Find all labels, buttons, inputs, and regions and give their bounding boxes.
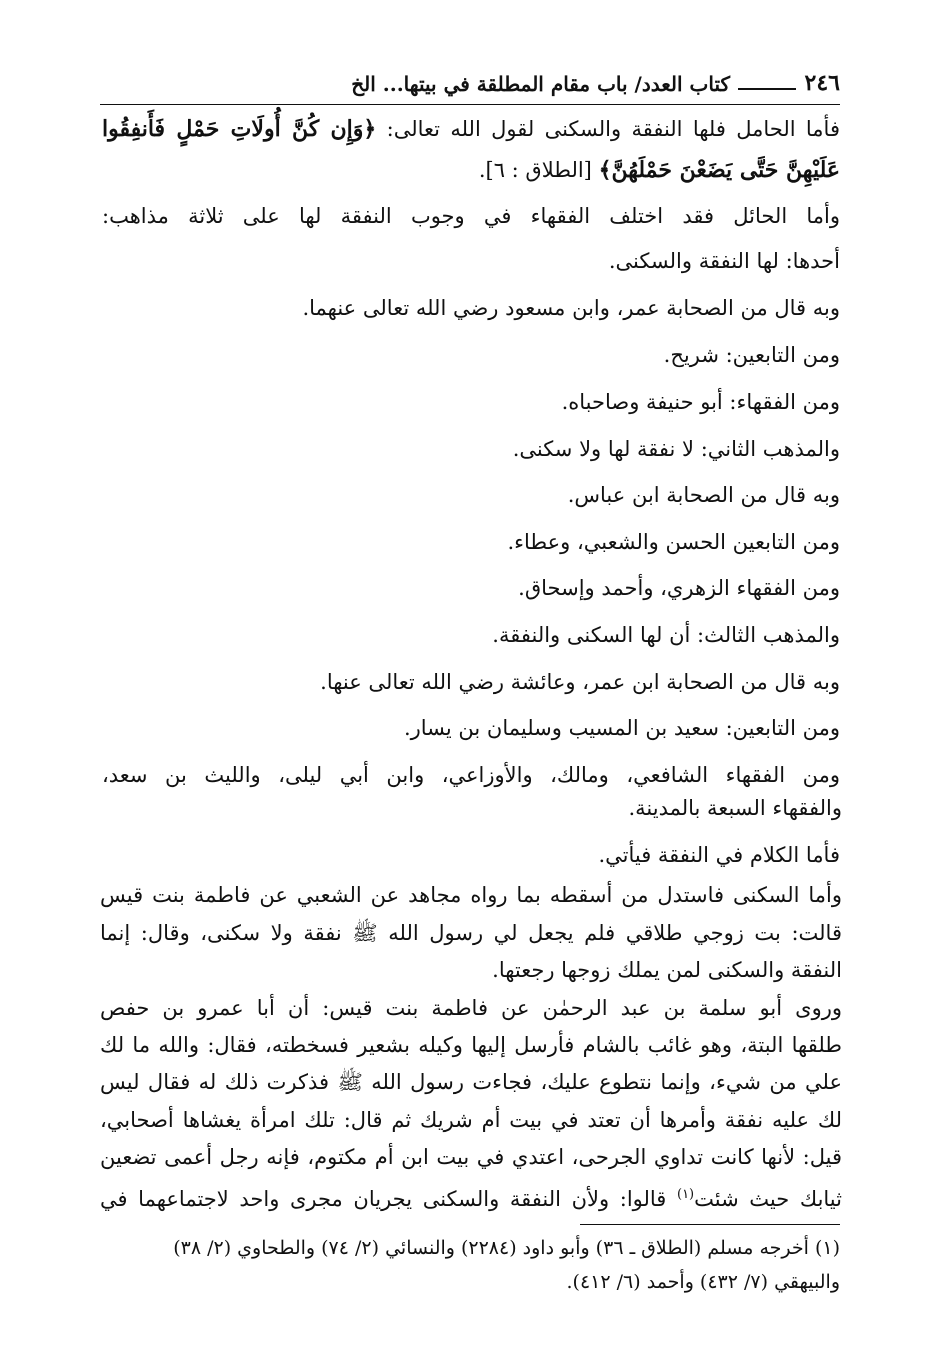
paragraph-line: ومن التابعين: شريح. bbox=[663, 343, 840, 367]
running-title: كتاب العدد/ باب مقام المطلقة في بيتها... الخ bbox=[351, 72, 730, 96]
header-dash-rule bbox=[738, 88, 796, 90]
footnote-line: والبيهقي (٧/ ٤٣٢) وأحمد (٦/ ٤١٢). bbox=[566, 1271, 840, 1293]
footnote-marker: (١) bbox=[676, 1187, 695, 1202]
paragraph-line: ومن الفقهاء الشافعي، ومالك، والأوزاعي، وابن أبي ليلى، والليث بن سعد، bbox=[102, 763, 840, 787]
paragraph-line: لك عليه نفقة وأمرها أن تعتد في بيت أم شريك ثم قال: تلك امرأة يغشاها أصحابي، bbox=[100, 1108, 842, 1132]
paragraph-line: والمذهب الثاني: لا نفقة لها ولا سكنى. bbox=[512, 437, 840, 461]
paragraph-line: وأما السكنى فاستدل من أسقطه بما رواه مجاهد عن الشعبي عن فاطمة بنت قيس bbox=[100, 883, 842, 907]
paragraph-line: والفقهاء السبعة بالمدينة. bbox=[628, 796, 842, 820]
paragraph-line: ومن الفقهاء: أبو حنيفة وصاحباه. bbox=[561, 390, 840, 414]
paragraph-line: وبه قال من الصحابة عمر، وابن مسعود رضي الله تعالى عنهما. bbox=[302, 296, 840, 320]
footnote-line: (١) أخرجه مسلم (الطلاق ـ ٣٦) وأبو داود (٢٢٨٤) والنسائي (٢/ ٧٤) والطحاوي (٢/ ٣٨) bbox=[173, 1237, 840, 1259]
paragraph-line: قالت: بت زوجي طلاقي فلم يجعل لي رسول الله ﷺ نفقة ولا سكنى، وقال: إنما bbox=[100, 921, 842, 945]
line-text: ثيابك حيث شئت bbox=[694, 1187, 842, 1211]
paragraph-line bbox=[100, 1180, 842, 1214]
paragraph-line: أحدها: لها النفقة والسكنى. bbox=[608, 249, 840, 273]
paragraph-line: وروى أبو سلمة بن عبد الرحمٰن عن فاطمة بنت قيس: أن أبا عمرو بن حفص bbox=[100, 996, 842, 1020]
paragraph-line: وأما الحائل فقد اختلف الفقهاء في وجوب النفقة لها على ثلاثة مذاهب: bbox=[102, 204, 840, 228]
paragraph-line bbox=[479, 155, 840, 185]
paragraph-line bbox=[102, 114, 840, 144]
quran-verse: ﴿وَإِن كُنَّ أُولَاتِ حَمْلٍ فَأَنفِقُوا bbox=[102, 116, 377, 142]
quran-verse: عَلَيْهِنَّ حَتَّى يَضَعْنَ حَمْلَهُنَّ﴾ bbox=[598, 157, 840, 183]
paragraph-line: وبه قال من الصحابة ابن عمر، وعائشة رضي الله تعالى عنها. bbox=[320, 670, 840, 694]
paragraph-line: فأما الكلام في النفقة فيأتي. bbox=[598, 843, 840, 867]
paragraph-line: وبه قال من الصحابة ابن عباس. bbox=[567, 483, 840, 507]
line-text: فأما الحامل فلها النفقة والسكنى لقول الله تعالى: bbox=[386, 117, 840, 141]
paragraph-line: ومن التابعين: سعيد بن المسيب وسليمان بن يسار. bbox=[403, 716, 840, 740]
paragraph-line: ومن الفقهاء الزهري، وأحمد وإسحاق. bbox=[518, 576, 840, 600]
page-header bbox=[100, 68, 840, 104]
verse-reference: [الطلاق : ٦]. bbox=[478, 158, 592, 182]
line-text: قالوا: ولأن النفقة والسكنى يجريان مجرى واحد لاجتماعهما في bbox=[100, 1187, 667, 1211]
paragraph-line: ومن التابعين الحسن والشعبي، وعطاء. bbox=[507, 530, 840, 554]
paragraph-line: طلقها البتة، وهو غائب بالشام فأرسل إليها وكيله بشعير فسخطته، فقال: والله ما لك bbox=[100, 1033, 842, 1057]
paragraph-line: علي من شيء، وإنما نتطوع عليك، فجاءت رسول الله ﷺ فذكرت ذلك له فقال ليس bbox=[100, 1070, 842, 1094]
page-number: ٢٤٦ bbox=[804, 70, 840, 96]
footnote-divider bbox=[580, 1224, 840, 1225]
header-divider bbox=[100, 104, 840, 105]
paragraph-line: والمذهب الثالث: أن لها السكنى والنفقة. bbox=[492, 623, 840, 647]
paragraph-line: النفقة والسكنى لمن يملك زوجها رجعتها. bbox=[492, 958, 842, 982]
paragraph-line: قيل: لأنها كانت تداوي الجرحى، اعتدي في بيت ابن أم مكتوم، فإنه رجل أعمى تضعين bbox=[100, 1145, 842, 1169]
